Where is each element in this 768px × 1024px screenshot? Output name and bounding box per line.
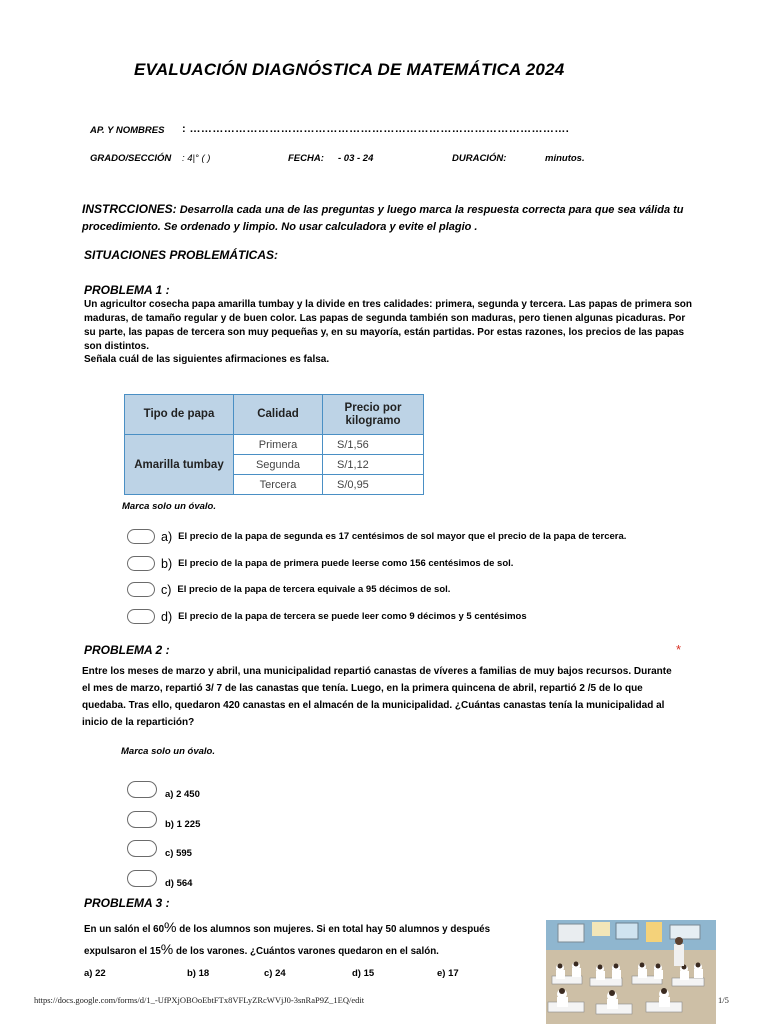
classroom-photo bbox=[546, 920, 716, 1024]
problem2-title: PROBLEMA 2 : bbox=[84, 643, 170, 657]
footer-url[interactable]: https://docs.google.com/forms/d/1_-UfPXjOBOoEbtFTx8VFLyZRcWVjJ0-3snRaP9Z_1EQ/edit bbox=[34, 995, 365, 1005]
problem1-question: Señala cuál de las siguientes afirmaciones es falsa. bbox=[84, 354, 330, 365]
price-table bbox=[124, 394, 424, 495]
percent-sign: % bbox=[160, 941, 174, 957]
problem3-line2 bbox=[84, 942, 439, 959]
table-cell-price: S/1,56 bbox=[323, 435, 424, 455]
page-number: 1/5 bbox=[718, 995, 729, 1005]
option-letter: d) bbox=[161, 609, 173, 624]
problem1-option-b[interactable] bbox=[127, 556, 513, 571]
problem3-answer: a) 22 bbox=[84, 968, 106, 979]
page-title: EVALUACIÓN DIAGNÓSTICA DE MATEMÁTICA 2024 bbox=[134, 60, 565, 79]
option-letter: b) bbox=[161, 556, 173, 571]
option-text: El precio de la papa de primera puede leerse como 156 centésimos de sol. bbox=[178, 558, 514, 569]
section-title: SITUACIONES PROBLEMÁTICAS: bbox=[84, 248, 279, 262]
classroom-illustration bbox=[546, 920, 716, 1024]
problem3-line2-a: expulsaron el 15 bbox=[84, 946, 161, 957]
grade-label: GRADO/SECCIÓN bbox=[90, 153, 172, 164]
option-text: b) 1 225 bbox=[165, 819, 201, 830]
option-letter: a) bbox=[161, 529, 173, 544]
option-oval[interactable] bbox=[127, 529, 155, 544]
date-label: FECHA: bbox=[288, 153, 324, 164]
problem3-answer: b) 18 bbox=[187, 968, 210, 979]
required-mark: * bbox=[676, 642, 682, 657]
table-cell-type: Amarilla tumbay bbox=[125, 435, 234, 495]
table-cell-price: S/1,12 bbox=[323, 455, 424, 475]
problem1-option-d[interactable] bbox=[127, 609, 527, 624]
duration-label: DURACIÓN: bbox=[452, 153, 507, 164]
problem3-line1-b: de los alumnos son mujeres. Si en total hay 50 alumnos y después bbox=[176, 924, 491, 935]
problem3-line2-b: de los varones. ¿Cuántos varones quedaron en el salón. bbox=[173, 946, 439, 957]
option-letter: c) bbox=[161, 582, 172, 597]
problem3-line1 bbox=[84, 920, 534, 937]
name-label: AP. Y NOMBRES bbox=[90, 125, 165, 136]
instructions-lead: INSTRCCIONES: bbox=[82, 202, 177, 216]
percent-sign: % bbox=[164, 919, 177, 935]
table-cell-quality: Primera bbox=[234, 435, 323, 455]
problem1-option-c[interactable] bbox=[127, 582, 450, 597]
problem2-text: Entre los meses de marzo y abril, una municipalidad repartió canastas de víveres a familias de muy bajos recursos. Durante el mes de marzo, repartió 3/ 7 de las canastas que tenía. Luego, en la primera quincena de abril, repartió 2 /5 de lo que quedaba. Tras ello, quedaron 420 canastas en el almacén de la municipalidad. ¿Cuántas canastas tenía la municipalidad al inicio de la repartición? bbox=[82, 666, 672, 728]
grade-field: : 4|° ( ) bbox=[182, 153, 211, 164]
problem3-line1-a: En un salón el 60 bbox=[84, 924, 165, 935]
table-cell-price: S/0,95 bbox=[323, 475, 424, 495]
option-text: El precio de la papa de tercera se puede leer como 9 décimos y 5 centésimos bbox=[178, 611, 527, 622]
table-cell-quality: Segunda bbox=[234, 455, 323, 475]
instructions bbox=[82, 201, 692, 236]
option-text: d) 564 bbox=[165, 878, 193, 889]
problem2-option-d[interactable] bbox=[127, 868, 192, 889]
table-cell-quality: Tercera bbox=[234, 475, 323, 495]
problem1-title: PROBLEMA 1 : bbox=[84, 283, 170, 297]
option-text: a) 2 450 bbox=[165, 789, 200, 800]
date-field: - 03 - 24 bbox=[338, 153, 374, 164]
option-oval[interactable] bbox=[127, 556, 155, 571]
table-header-type: Tipo de papa bbox=[125, 395, 234, 435]
option-text: c) 595 bbox=[165, 848, 192, 859]
problem1-text: Un agricultor cosecha papa amarilla tumbay y la divide en tres calidades: primera, segunda y tercera. Las papas de primera son maduras, de tamaño regular y de buen color. Las papas de segunda también son maduras, pero tienen algunas picaduras. Por su parte, las papas de tercera son muy pequeñas y, en su mayoría, están partidas. Por estas razones, los precios de las papas son distintos. bbox=[84, 299, 693, 352]
option-oval[interactable] bbox=[127, 811, 157, 828]
option-oval[interactable] bbox=[127, 781, 157, 798]
problem2-instruction: Marca solo un óvalo. bbox=[121, 746, 215, 757]
problem3-answer: e) 17 bbox=[437, 968, 459, 979]
option-oval[interactable] bbox=[127, 609, 155, 624]
problem2-option-c[interactable] bbox=[127, 838, 192, 859]
name-field: : ………………………………………………………………………………………. bbox=[182, 123, 570, 135]
duration-field: minutos. bbox=[545, 153, 585, 164]
problem3-answer: c) 24 bbox=[264, 968, 286, 979]
option-text: El precio de la papa de segunda es 17 centésimos de sol mayor que el precio de la papa de tercera. bbox=[178, 531, 627, 542]
option-oval[interactable] bbox=[127, 582, 155, 597]
instructions-text: Desarrolla cada una de las preguntas y luego marca la respuesta correcta para que sea válida tu procedimiento. Se ordenado y limpio. No usar calculadora y evite el plagio . bbox=[82, 204, 684, 233]
table-header-quality: Calidad bbox=[234, 395, 323, 435]
problem3-answer: d) 15 bbox=[352, 968, 375, 979]
problem2-option-b[interactable] bbox=[127, 809, 200, 830]
problem1-instruction: Marca solo un óvalo. bbox=[122, 501, 216, 512]
option-oval[interactable] bbox=[127, 870, 157, 887]
table-header-price: Precio por kilogramo bbox=[323, 395, 424, 435]
problem1-option-a[interactable] bbox=[127, 529, 626, 544]
problem3-title: PROBLEMA 3 : bbox=[84, 896, 170, 910]
option-oval[interactable] bbox=[127, 840, 157, 857]
option-text: El precio de la papa de tercera equivale a 95 décimos de sol. bbox=[177, 584, 451, 595]
problem2-option-a[interactable] bbox=[127, 779, 200, 800]
